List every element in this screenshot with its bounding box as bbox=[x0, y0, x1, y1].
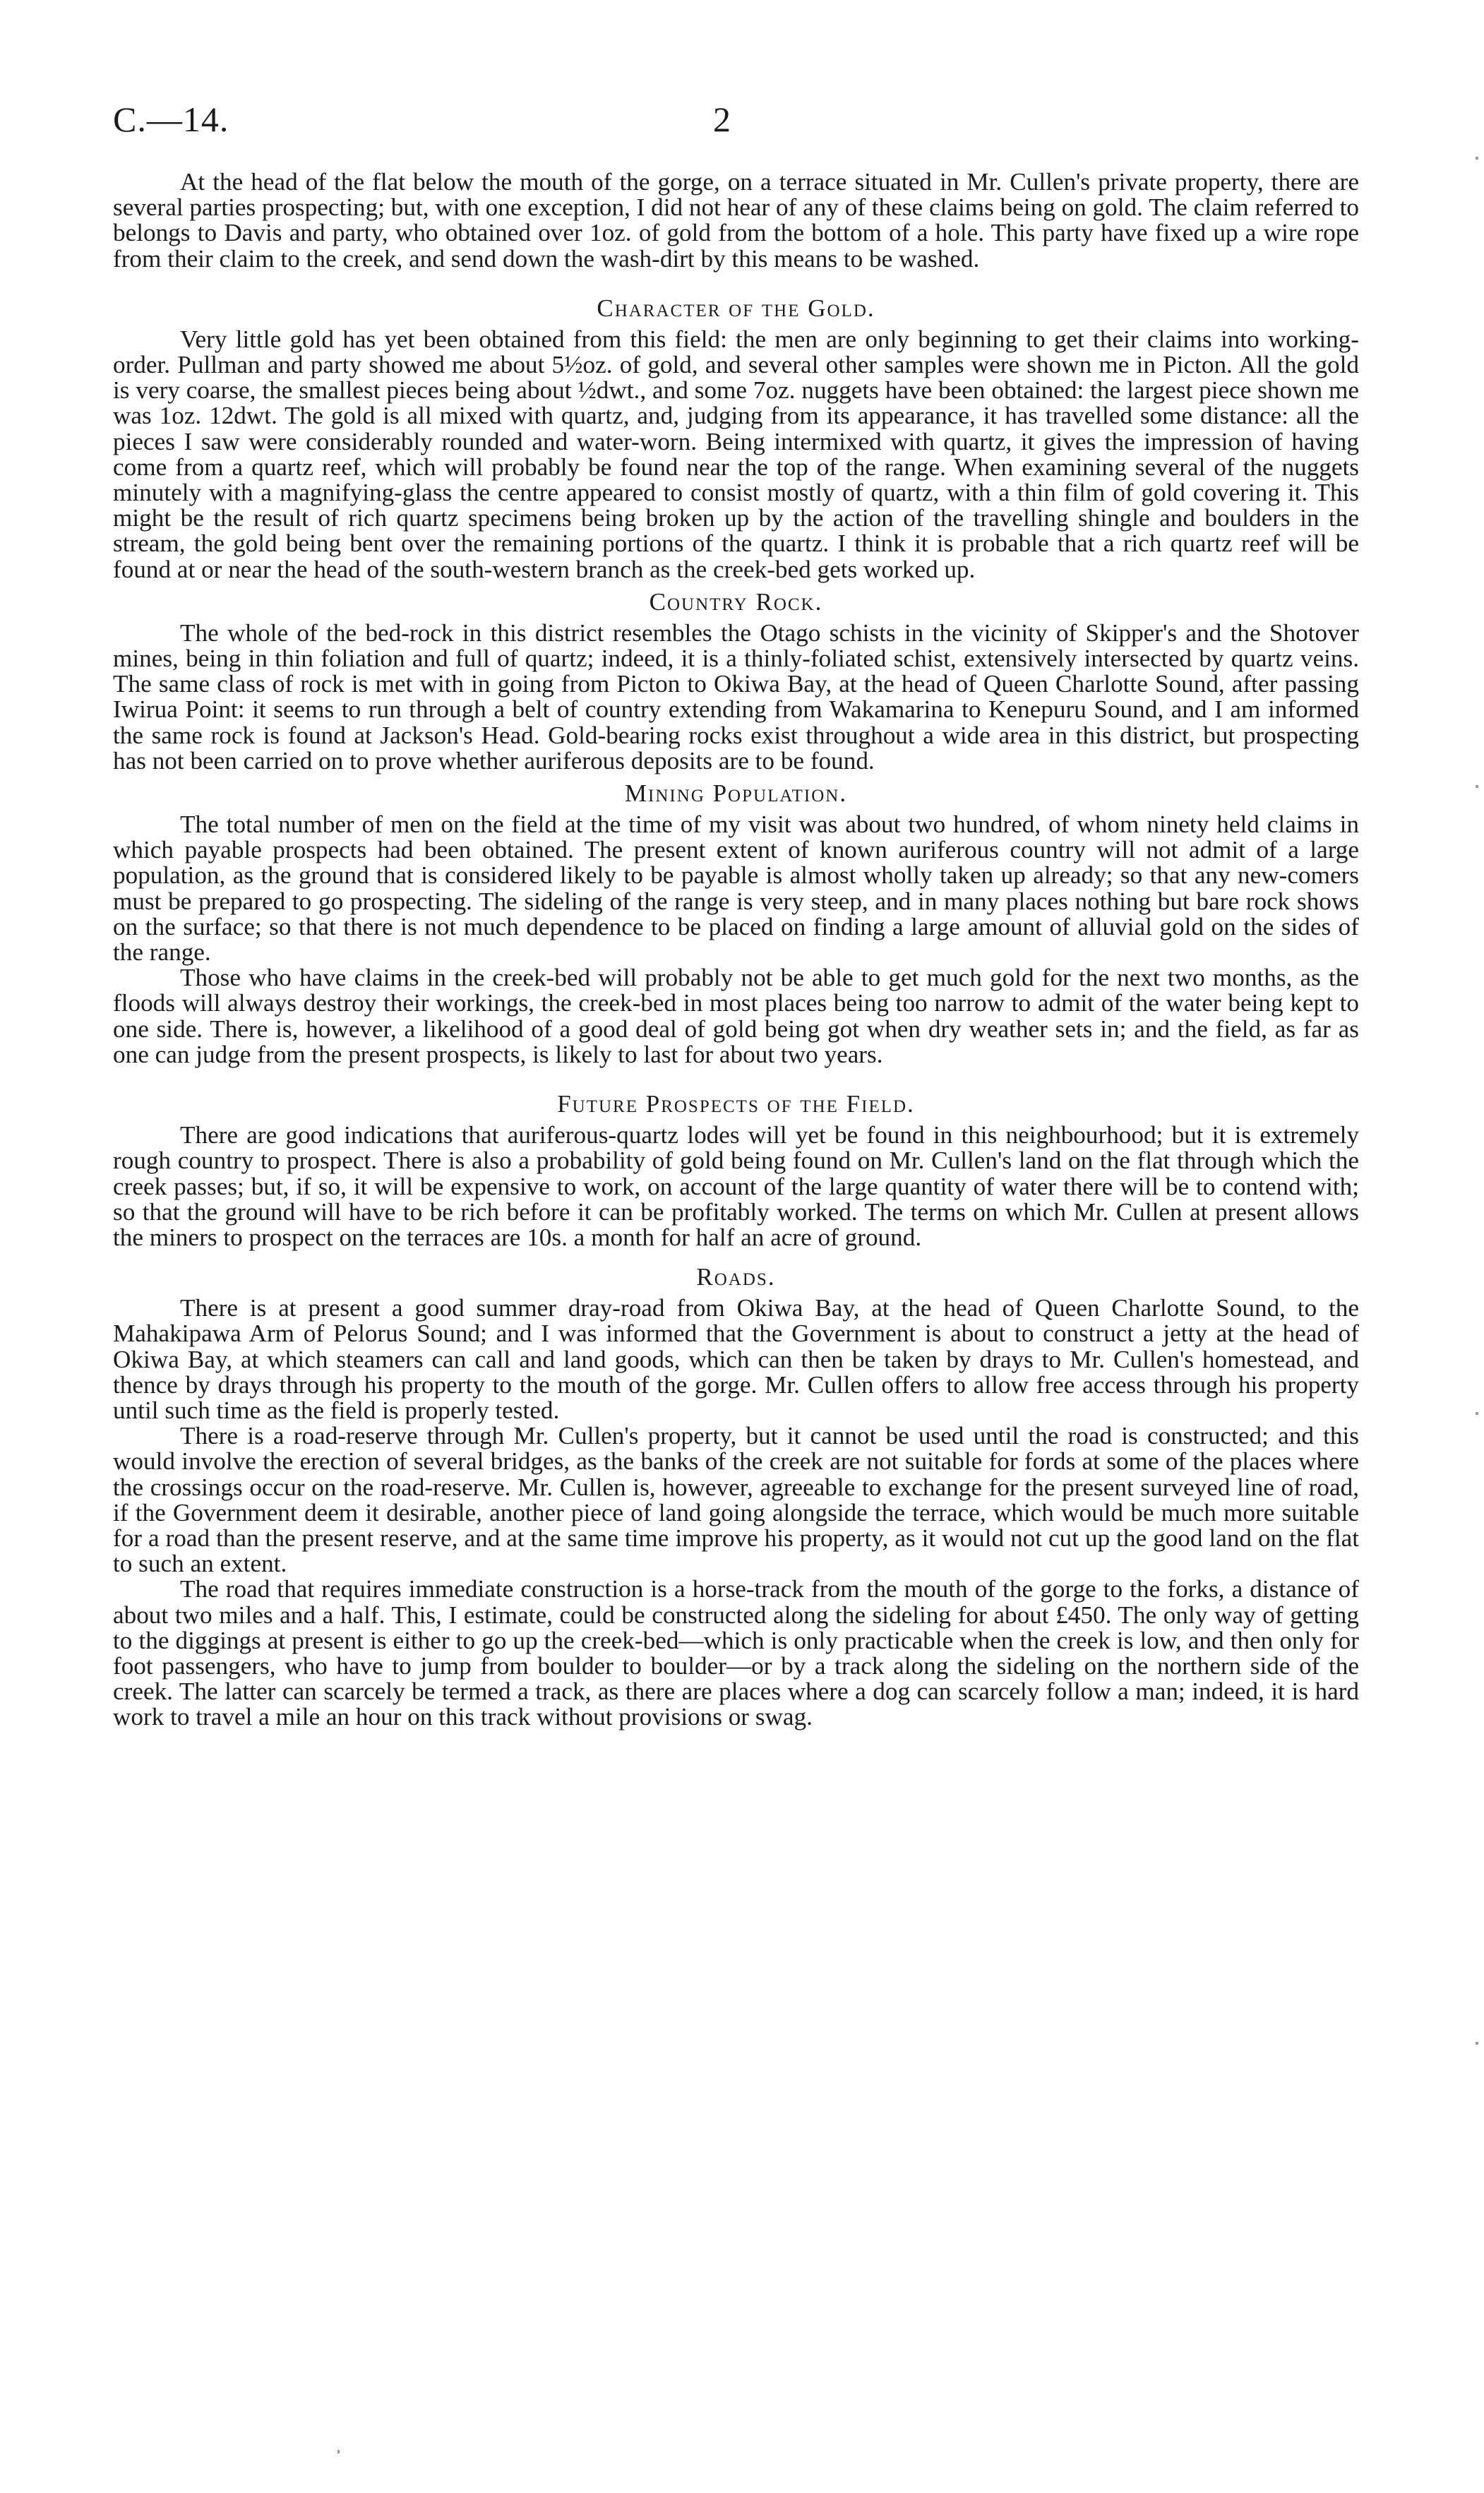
section-heading-population: Mining Population. bbox=[624, 779, 848, 808]
section-heading-roads: Roads. bbox=[696, 1263, 776, 1291]
scan-mark bbox=[1476, 785, 1478, 788]
intro-paragraph: At the head of the flat below the mouth of the gorge, on a terrace situated in Mr. Cullen's private property, there are several parties prospecting; but, with one exception, I did not hear of any of these claims being on gold. The claim referred to belongs to Davis and party, who obtained over 1oz. of gold from the bottom of a hole. This party have fixed up a wire rope from their claim to the creek, and send down the wash-dirt by this means to be washed. bbox=[113, 168, 1360, 273]
page-header bbox=[113, 99, 1371, 155]
roads-paragraph-2: There is a road-reserve through Mr. Cullen's property, but it cannot be used until the road is constructed; and this would involve the erection of several bridges, as the banks of the creek are not suitable for fords at some of the places where the crossings occur on the road-reserve. Mr. Cullen is, however, agreeable to exchange for the present surveyed line of road, if the Government deem it desirable, another piece of land going alongside the terrace, which would be much more suitable for a road than the present reserve, and at the same time improve his property, as it would not cut up the good land on the flat to such an extent. bbox=[113, 1422, 1359, 1578]
population-paragraph-1: The total number of men on the field at the time of my visit was about two hundred, of whom ninety held claims in which payable prospects had been obtained. The present extent of known auriferous country will not admit of a large population, as the ground that is considered likely to be payable is almost wholly taken up already; so that any new-comers must be prepared to go prospecting. The sideling of the range is very steep, and in many places nothing but bare rock shows on the surface; so that there is not much dependence to be placed on finding a large amount of alluvial gold on the sides of the range. bbox=[113, 811, 1359, 967]
population-paragraph-2: Those who have claims in the creek-bed will probably not be able to get much gold for the next two months, as the floods will always destroy their workings, the creek-bed in most places being too narrow to admit of the water being kept to one side. There is, however, a likelihood of a good deal of gold being got when dry weather sets in; and the field, as far as one can judge from the present prospects, is likely to last for about two years. bbox=[113, 964, 1359, 1068]
section-heading-rock: Country Rock. bbox=[649, 587, 823, 616]
scan-mark bbox=[1476, 157, 1478, 160]
gold-paragraph: Very little gold has yet been obtained from this field: the men are only beginning to get their claims into working-order. Pullman and party showed me about 5½oz. of gold, and several other samples were shown me in Picton. All the gold is very coarse, the smallest pieces being about ½dwt., and some 7oz. nuggets have been obtained: the largest piece shown me was 1oz. 12dwt. The gold is all mixed with quartz, and, judging from its appearance, it has travelled some distance: all the pieces I saw were considerably rounded and water-worn. Being intermixed with quartz, it gives the impression of having come from a quartz reef, which will probably be found near the top of the range. When examining several of the nuggets minutely with a magnifying-glass the centre appeared to consist mostly of quartz, with a thin film of gold covering it. This might be the result of rich quartz specimens being broken up by the action of the travelling shingle and boulders in the stream, the gold being bent over the remaining portions of the quartz. I think it is probable that a rich quartz reef will be found at or near the head of the south-western branch as the creek-bed gets worked up. bbox=[113, 325, 1359, 583]
page-number: 2 bbox=[713, 100, 731, 139]
section-heading-prospects: Future Prospects of the Field. bbox=[557, 1090, 915, 1118]
rock-paragraph: The whole of the bed-rock in this district resembles the Otago schists in the vicinity of Skipper's and the Shotover mines, being in thin foliation and full of quartz; indeed, it is a thinly-foliated schist, extensively intersected by quartz veins. The same class of rock is met with in going from Picton to Okiwa Bay, at the head of Queen Charlotte Sound, after passing Iwirua Point: it seems to run through a belt of country extending from Wakamarina to Kenepuru Sound, and I am informed the same rock is found at Jackson's Head. Gold-bearing rocks exist throughout a wide area in this district, but prospecting has not been carried on to prove whether auriferous deposits are to be found. bbox=[113, 618, 1359, 775]
scan-mark bbox=[1476, 2042, 1478, 2045]
document-reference: C.—14. bbox=[113, 100, 229, 139]
document-body bbox=[113, 169, 1359, 1730]
roads-paragraph-1: There is at present a good summer dray-road from Okiwa Bay, at the head of Queen Charlotte Sound, to the Mahakipawa Arm of Pelorus Sound; and I was informed that the Government is about to construct a jetty at the head of Okiwa Bay, at which steamers can call and land goods, which can then be taken by drays to Mr. Cullen's homestead, and thence by drays through his property to the mouth of the gorge. Mr. Cullen offers to allow free access through his property until such time as the field is properly tested. bbox=[113, 1294, 1359, 1424]
scan-mark bbox=[337, 2450, 340, 2453]
scan-mark bbox=[1476, 1412, 1478, 1415]
prospects-paragraph: There are good indications that auriferous-quartz lodes will yet be found in this neighbourhood; but it is extremely rough country to prospect. There is also a probability of gold being found on Mr. Cullen's land on the flat through which the creek passes; but, if so, it will be expensive to work, on account of the large quantity of water there will be to contend with; so that the ground will have to be rich before it can be profitably worked. The terms on which Mr. Cullen at present allows the miners to prospect on the terraces are 10s. a month for half an acre of ground. bbox=[113, 1121, 1359, 1251]
roads-paragraph-3: The road that requires immediate construction is a horse-track from the mouth of the gorge to the forks, a distance of about two miles and a half. This, I estimate, could be constructed along the sideling for about £450. The only way of getting to the diggings at present is either to go up the creek-bed—which is only practicable when the creek is low, and then only for foot passengers, who have to jump from boulder to boulder—or by a track along the sideling on the northern side of the creek. The latter can scarcely be termed a track, as there are places where a dog can scarcely follow a man; indeed, it is hard work to travel a mile an hour on this track without provisions or swag. bbox=[113, 1575, 1359, 1731]
section-heading-gold: Character of the Gold. bbox=[597, 294, 875, 322]
